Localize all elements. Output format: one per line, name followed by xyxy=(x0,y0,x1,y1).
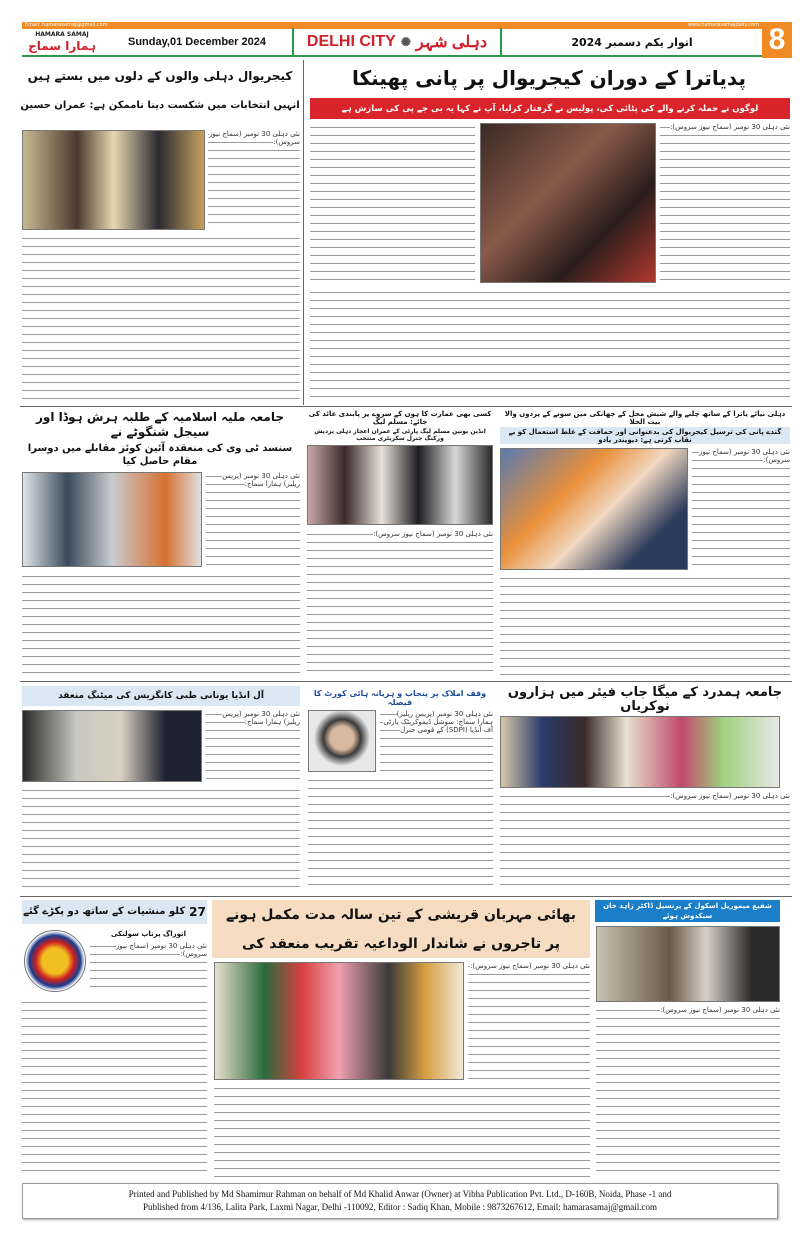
qureshi-text-col1 xyxy=(468,962,590,1080)
muslim-league-text xyxy=(307,530,493,678)
shafi-headline: شفیع میموریل اسکول کے پرنسپل ڈاکٹر زاہد خان سبکدوش ہوئے xyxy=(595,900,780,922)
hamdard-headline: جامعہ ہمدرد کے میگا جاب فیئر میں ہزاروں نوکریاں xyxy=(507,685,783,714)
row-divider xyxy=(20,896,792,897)
flower-icon: ✺ xyxy=(400,35,411,49)
lead-photo xyxy=(480,123,656,283)
devender-text-body xyxy=(500,574,790,678)
jamia-dateline: نئی دہلی 30 نومبر (پریس ریلیز) ہمارا سماج: xyxy=(222,472,300,488)
unani-headline: آل انڈیا یونانی طبی کانگریس کی میٹنگ منعقد xyxy=(22,686,300,706)
unani-photo xyxy=(22,710,202,782)
lead-headline: پدیاترا کے دوران کیجریوال پر پانی پھینکا xyxy=(352,66,746,90)
imran-text-col1 xyxy=(208,130,300,230)
unani-dateline: نئی دہلی 30 نومبر (پریس ریلیز) ہمارا سماج: xyxy=(222,710,300,726)
logo-en: HAMARA SAMAJ xyxy=(35,30,89,38)
row-divider xyxy=(20,681,792,682)
masthead-email: Email: hamarasamaj@gmail.com xyxy=(25,22,108,28)
qureshi-text-body xyxy=(214,1084,590,1178)
date-urdu: اتوار یکم دسمبر 2024 xyxy=(571,35,693,49)
qureshi-headline-1: بھائی مہربان قریشی کے تین سالہ مدت مکمل ہونے xyxy=(212,900,590,930)
devender-text-col1 xyxy=(692,448,790,570)
jamia-headline-1: جامعہ ملیہ اسلامیہ کے طلبہ ہرش ہوڈا اور سیجل شنگوٹے نے xyxy=(36,410,284,439)
imprint-line-2: Published from 4/136, Lalita Park, Laxmi Nagar, Delhi -110092, Editor : Sadiq Khan, Mobile : 9873267612, Email: hamarasamaj@gmail.com xyxy=(143,1202,657,1212)
section-title xyxy=(292,28,502,56)
muslim-league-headline-1: کسی بھی عمارت کا ہوں کے سروے پر پابندی عائد کی جائے: مسلم لیگ xyxy=(308,410,492,426)
devender-photo xyxy=(500,448,688,570)
section-title-ur: دہلی شہر xyxy=(415,34,488,51)
waqf-text-body xyxy=(308,776,493,892)
shafi-dateline: نئی دہلی 30 نومبر (سماج نیوز سروس): xyxy=(660,1006,780,1014)
devender-headline-1: دہلی نیائے یاترا کے ساتھ چلنے والے شیش محل کے جھانکی میں سونے کے پردوں والا بیت الخلا xyxy=(504,410,786,426)
qureshi-photo xyxy=(214,962,464,1080)
hamdard-dateline: نئی دہلی 30 نومبر (سماج نیوز سروس): xyxy=(670,792,790,800)
drugs-text-col1 xyxy=(90,942,207,994)
masthead-website: www.hamarasamajdaily.com xyxy=(687,22,759,28)
imran-headline-2: انہیں انتخابات میں شکست دینا ناممکن ہے: عمران حسین xyxy=(20,99,300,111)
imran-text-body xyxy=(22,234,300,404)
date-english: Sunday,01 December 2024 xyxy=(128,36,266,48)
newspaper-logo xyxy=(22,31,102,54)
drugs-headline-number: 27 xyxy=(189,905,206,919)
police-emblem-icon xyxy=(24,930,86,992)
drugs-headline-text: کلو منشیات کے ساتھ دو پکڑے گئے xyxy=(23,906,186,917)
masthead xyxy=(22,29,762,57)
jamia-text-col1 xyxy=(206,472,300,567)
devender-dateline: نئی دہلی 30 نومبر (سماج نیوز سروس): xyxy=(699,448,790,464)
waqf-dateline: نئی دہلی 30 نومبر (پریس ریلیز) ہمارا سماج: سوشل ڈیموکریٹک پارٹی آف انڈیا (SDPI) کے قومی جنرل xyxy=(383,710,493,734)
column-divider xyxy=(303,60,304,405)
lead-subheadline: لوگوں نے حملہ کرنے والے کی پٹائی کی، پولیس نے گرفتار کرلیا، آپ نے کہا یہ بی جے پی کی سازش ہے xyxy=(310,98,790,119)
page-number: 8 xyxy=(762,22,792,58)
hamdard-text xyxy=(500,792,790,892)
waqf-photo xyxy=(308,710,376,772)
qureshi-dateline: نئی دہلی 30 نومبر (سماج نیوز سروس): xyxy=(470,962,590,970)
imprint-footer xyxy=(22,1183,778,1219)
lead-text-col1 xyxy=(660,123,790,283)
drugs-text-body xyxy=(22,998,207,1178)
drugs-dateline: نئی دہلی 30 نومبر (سماج نیوز سروس): xyxy=(116,942,207,958)
waqf-text-col1 xyxy=(380,710,493,772)
drugs-byline: انوراگ پرتاپ سولنکی xyxy=(110,930,187,938)
muslim-league-headline-2: انڈین یونین مسلم لیگ پارٹی کے عمران اعجاز دہلی پردیش ورکنگ جنرل سکریٹری منتخب xyxy=(314,427,486,442)
shafi-text xyxy=(596,1006,780,1178)
waqf-headline: وقف املاک پر پنجاب و ہریانہ ہائی کورٹ کا فیصلہ xyxy=(313,688,487,707)
jamia-text-body xyxy=(22,572,300,677)
muslim-league-photo xyxy=(307,445,493,525)
row-divider xyxy=(20,406,792,407)
imran-dateline: نئی دہلی 30 نومبر (سماج نیوز سروس): xyxy=(209,130,300,146)
logo-ur: ہمارا سماج xyxy=(28,38,96,53)
lead-text-body xyxy=(310,288,790,403)
jamia-photo xyxy=(22,472,202,567)
unani-text-body xyxy=(22,786,300,892)
lead-text-col2 xyxy=(310,123,475,283)
muslim-league-dateline: نئی دہلی 30 نومبر (سماج نیوز سروس): xyxy=(373,530,493,538)
imran-headline-1: کیجریوال دہلی والوں کے دلوں میں بستے ہیں xyxy=(27,69,293,83)
imprint-line-1: Printed and Published by Md Shamimur Rahman on behalf of Md Khalid Anwar (Owner) at Vibha Publication Pvt. Ltd., D-160B, Noida, Phase -1 and xyxy=(128,1189,672,1199)
shafi-photo xyxy=(596,926,780,1002)
lead-dateline: نئی دہلی 30 نومبر (سماج نیوز سروس): xyxy=(670,123,790,131)
hamdard-photo xyxy=(500,716,780,788)
qureshi-headline-2: پر تاجروں نے شاندار الوداعیہ تقریب منعقد کی xyxy=(212,930,590,958)
devender-headline-2: گندے پانی کی ترسیل کیجریوال کی بدعنوانی اور حماقت کے غلط استعمال کو بے نقاب کرتی ہے: دیویندر یادو xyxy=(500,427,790,444)
section-title-en: DELHI CITY xyxy=(306,33,396,50)
unani-text-col1 xyxy=(206,710,300,782)
imran-photo xyxy=(22,130,205,230)
drugs-headline xyxy=(22,900,207,924)
jamia-headline-2: سنسد ٹی وی کی منعقدہ آئین کوئز مقابلے میں دوسرا مقام حاصل کیا xyxy=(27,443,293,467)
